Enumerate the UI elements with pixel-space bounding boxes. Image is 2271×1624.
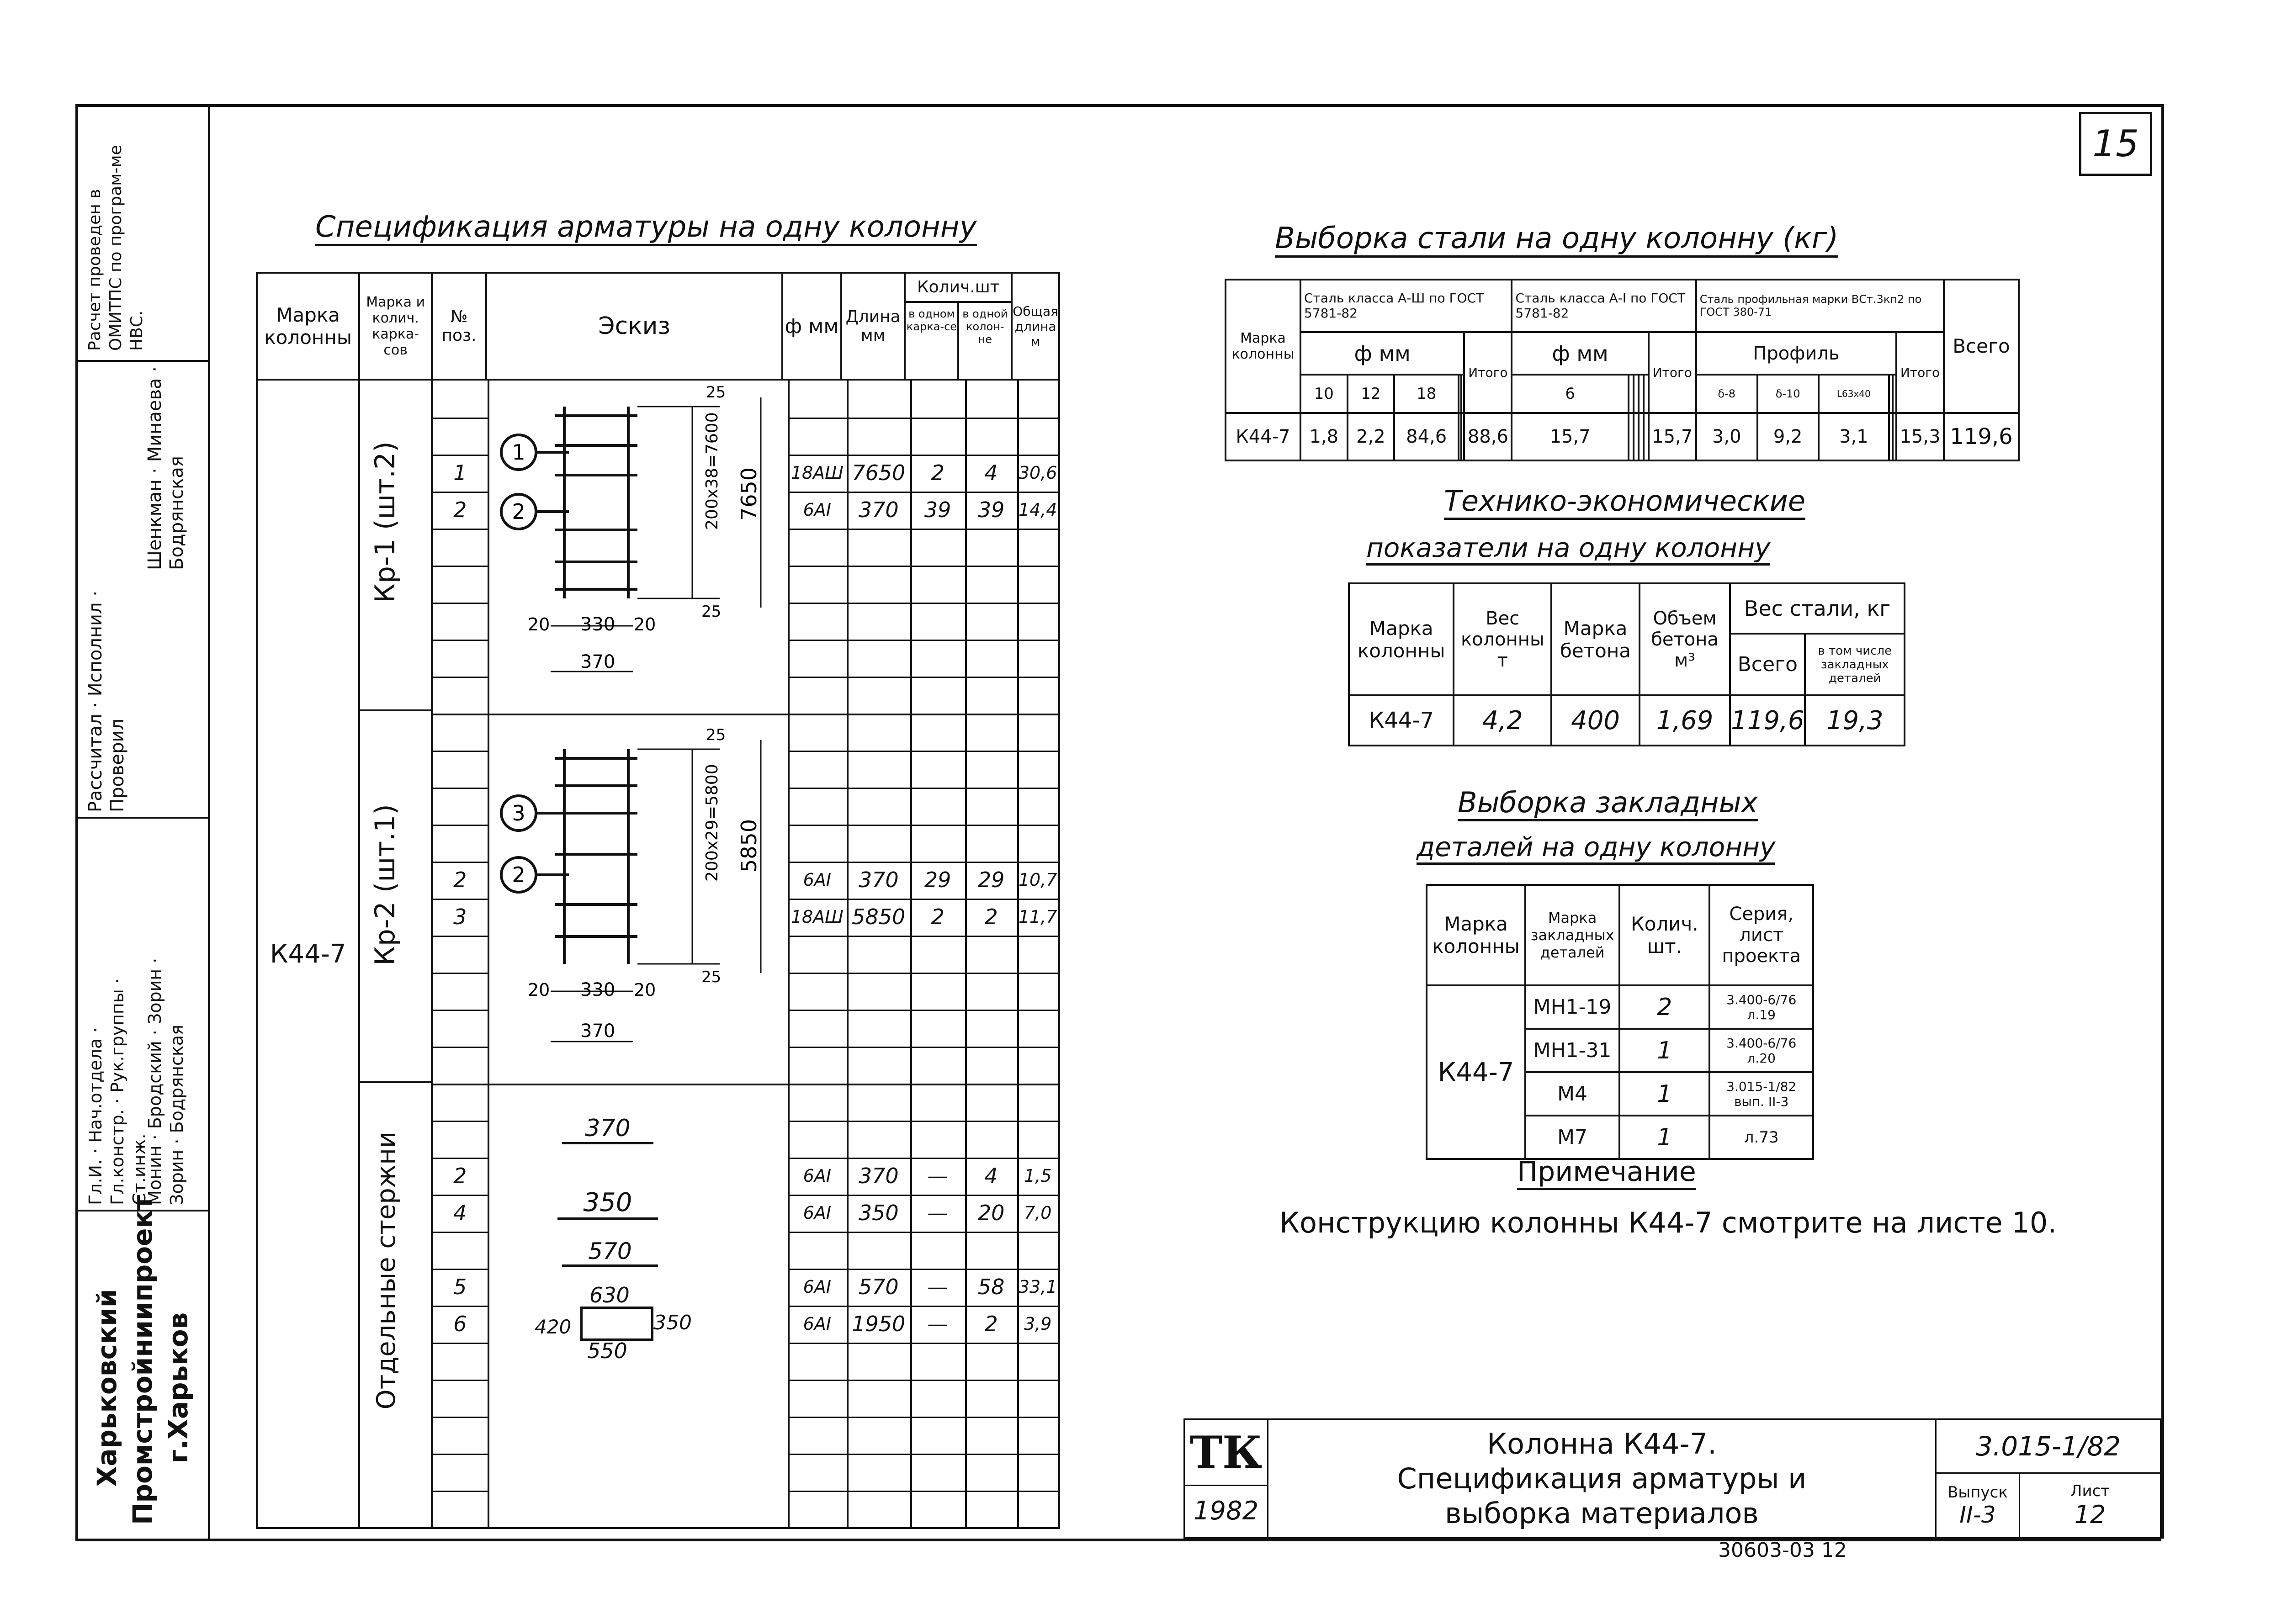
spec-group-kr1: Кр-1 (шт.2) (369, 441, 402, 603)
spec-row-7-q2: 2 (984, 1312, 998, 1336)
spec-h-length: Длина мм (841, 273, 905, 380)
spec-h-cage-mark: Марка и колич. карка-сов (359, 273, 432, 380)
spec-row-0-pos: 1 (453, 460, 467, 485)
embed-table (1426, 884, 1814, 1160)
steel-sub-d18: 18 (1394, 375, 1459, 413)
sketch2-w-left: 20 (528, 980, 550, 1000)
tech-h-incl: в том числе закладных деталей (1805, 634, 1905, 695)
steel-row-t2: 15,7 (1649, 413, 1696, 460)
spec-row-0-len: 7650 (852, 460, 906, 485)
embed-row2-qty: 1 (1619, 1072, 1709, 1116)
spec-row-4-tot: 1,5 (1024, 1166, 1052, 1186)
side-calc-note: Расчет проведен в ОМИТПС по програм-ме НВС. (85, 145, 146, 351)
steel-row-d10: 1,8 (1300, 413, 1348, 460)
spec-row-3-tot: 11,7 (1018, 907, 1057, 927)
bar-350: 350 (557, 1188, 658, 1220)
steel-sub-d12: 12 (1348, 375, 1395, 413)
spec-column-name: К44-7 (270, 939, 346, 969)
sketch1-circle-2: 2 (512, 499, 525, 524)
embed-row0-series: 3.400-6/76 л.19 (1709, 985, 1813, 1029)
embed-row1-series: 3.400-6/76 л.20 (1709, 1029, 1813, 1072)
spec-row-3-q2: 2 (984, 905, 998, 929)
stamp-issue-label: Выпуск (1947, 1483, 2008, 1502)
spec-row-6-q1: — (927, 1275, 949, 1299)
steel-row-d12: 2,2 (1348, 413, 1395, 460)
stamp-year: 1982 (1193, 1496, 1259, 1526)
spec-row-4-q2: 4 (984, 1164, 998, 1188)
steel-row-t3: 15,3 (1896, 413, 1944, 460)
spec-row-1-len: 370 (858, 497, 899, 522)
spec-row-7-dia: 6АI (803, 1314, 832, 1334)
embed-h-series: Серия, лист проекта (1709, 885, 1813, 985)
side-names2: Шенкман · Минаева · Бодрянская (144, 366, 187, 570)
tech-row-mark: К44-7 (1349, 695, 1454, 746)
spec-row-5-dia: 6АI (803, 1203, 832, 1223)
steel-row-p1: 3,0 (1696, 413, 1757, 460)
note-text: Конструкцию колонны К44-7 смотрите на листе 10. (1279, 1206, 2057, 1239)
stamp-logo: ТК (1185, 1421, 1267, 1486)
spec-row-3-pos: 3 (453, 905, 467, 929)
tech-row-incl: 19,3 (1805, 695, 1905, 746)
frame-bottom (75, 1539, 2161, 1541)
spec-h-qty: Колич.шт (906, 274, 1011, 303)
steel-title: Выборка стали на одну колонну (кг) (1275, 222, 1838, 258)
spec-row-2-q2: 29 (977, 868, 1005, 892)
steel-row-mark: К44-7 (1226, 413, 1300, 460)
spec-row-6-q2: 58 (977, 1275, 1005, 1299)
embed-title2: деталей на одну колонну (1417, 831, 1775, 865)
side-roles2: Рассчитал · Исполнил · Проверил (85, 590, 128, 812)
stamp-sheet-label: Лист (2070, 1482, 2110, 1500)
steel-row-t1: 88,6 (1464, 413, 1512, 460)
stamp-title2: Спецификация арматуры и (1397, 1461, 1807, 1495)
spec-row-0-dia: 18АШ (791, 463, 844, 483)
stamp-sheet: 12 (2074, 1500, 2106, 1529)
steel-sub-p1: δ-8 (1696, 375, 1757, 413)
steel-h-prof: Профиль (1696, 332, 1896, 375)
frame-top (75, 104, 2161, 107)
steel-h-class1: Сталь класса А-Ш по ГОСТ 5781-82 (1300, 280, 1512, 332)
tech-title2: показатели на одну колонну (1366, 532, 1770, 566)
sketch2-dim-top: 25 (706, 726, 726, 744)
sketch1-dim-bot: 25 (701, 603, 722, 621)
spec-row-3-len: 5850 (852, 905, 906, 929)
spec-row-0-tot: 30,6 (1018, 463, 1057, 483)
spec-row-2-tot: 10,7 (1018, 870, 1057, 890)
embed-row2-detail: М4 (1525, 1072, 1619, 1116)
sheet-corner-number: 15 (2079, 112, 2152, 176)
steel-h-total2: Итого (1649, 332, 1696, 413)
spec-row-4-pos: 2 (453, 1164, 467, 1188)
sketch2-dim-total: 5850 (737, 819, 761, 873)
spec-row-6-tot: 33,1 (1018, 1277, 1057, 1297)
spec-row-2-pos: 2 (453, 868, 467, 892)
spec-row-2-dia: 6АI (803, 870, 832, 890)
spec-row-4-q1: — (927, 1164, 949, 1188)
spec-row-0-q2: 4 (984, 460, 998, 485)
spec-row-2-len: 370 (858, 868, 899, 892)
embed-row1-detail: МН1-31 (1525, 1029, 1619, 1072)
spec-row-5-pos: 4 (453, 1201, 467, 1225)
embed-row1-qty: 1 (1619, 1029, 1709, 1072)
bar-370: 370 (562, 1115, 653, 1144)
sketch2-circle-2: 2 (512, 862, 525, 887)
spec-row-1-dia: 6АI (803, 500, 832, 520)
bar-550: 550 (587, 1338, 627, 1363)
sketch1-w-total: 370 (580, 651, 616, 672)
tech-row-concrete: 400 (1551, 695, 1640, 746)
sketch2-dim-mid: 200x29=5800 (703, 764, 722, 882)
sketch-kr1 (491, 379, 793, 708)
spec-row-5-q1: — (927, 1201, 949, 1225)
sketch2-circle-3: 3 (512, 801, 525, 825)
spec-row-4-dia: 6АI (803, 1166, 832, 1186)
steel-sub-d6: 6 (1512, 375, 1628, 413)
tech-row-weight: 4,2 (1454, 695, 1551, 746)
spec-h-total-len: Общая длина м (1012, 273, 1059, 380)
spec-row-7-q1: — (927, 1312, 949, 1336)
bar-350b: 350 (653, 1311, 692, 1334)
spec-row-4-len: 370 (858, 1164, 899, 1188)
steel-row-grand: 119,6 (1944, 413, 2019, 460)
tech-h-concrete: Марка бетона (1551, 583, 1640, 695)
sketch1-w-right: 20 (634, 614, 656, 635)
embed-title1: Выборка закладных (1458, 786, 1758, 821)
spec-row-1-tot: 14,4 (1018, 500, 1057, 520)
steel-h-total1: Итого (1464, 332, 1512, 413)
tech-table (1348, 582, 1905, 746)
spec-group-single: Отдельные стержни (371, 1131, 402, 1410)
spec-row-5-len: 350 (858, 1201, 899, 1225)
tech-h-total: Всего (1730, 634, 1805, 695)
tech-h-weight: Вес колонны т (1454, 583, 1551, 695)
spec-title: Спецификация арматуры на одну колонну (315, 210, 977, 246)
steel-row-p2: 9,2 (1757, 413, 1819, 460)
steel-h-total3: Итого (1896, 332, 1944, 413)
sketch-kr2 (491, 722, 793, 1069)
steel-sub-p2: δ-10 (1757, 375, 1819, 413)
embed-row0-qty: 2 (1619, 985, 1709, 1029)
embed-mark: К44-7 (1427, 985, 1525, 1159)
embed-h-detail: Марка закладных деталей (1525, 885, 1619, 985)
tech-title1: Технико-экономические (1444, 484, 1805, 520)
stamp-issue: II-3 (1959, 1501, 1996, 1528)
spec-row-6-pos: 5 (453, 1275, 467, 1299)
steel-h-profile: Сталь профильная марки ВСт.3кп2 по ГОСТ 380-71 (1696, 280, 1944, 332)
sketch1-w-left: 20 (528, 614, 550, 635)
bar-u-shape (580, 1307, 653, 1341)
stamp-series: 3.015-1/82 (1936, 1419, 2160, 1473)
embed-row3-qty: 1 (1619, 1116, 1709, 1159)
spec-row-6-dia: 6АI (803, 1277, 832, 1297)
sketch1-dim-mid: 200x38=7600 (703, 412, 722, 530)
tech-row-total: 119,6 (1730, 695, 1805, 746)
sketch2-dim-bot: 25 (701, 968, 722, 986)
steel-row-d18: 84,6 (1394, 413, 1459, 460)
spec-row-6-len: 570 (858, 1275, 899, 1299)
side-org: Харьковский Промстройниипроект г.Харьков (91, 1195, 194, 1525)
side-stamp (75, 104, 210, 1539)
embed-row0-detail: МН1-19 (1525, 985, 1619, 1029)
sketch1-circle-1: 1 (512, 440, 525, 465)
steel-h-class2: Сталь класса А-I по ГОСТ 5781-82 (1512, 280, 1696, 332)
sketch1-dim-top: 25 (706, 383, 726, 402)
spec-row-3-dia: 18АШ (791, 907, 844, 927)
steel-h-grand: Всего (1944, 280, 2019, 413)
note-heading: Примечание (1517, 1156, 1696, 1190)
tech-h-steel: Вес стали, кг (1730, 583, 1905, 634)
title-stamp (1183, 1418, 2161, 1539)
steel-h-phi1: ф мм (1300, 332, 1464, 375)
tech-h-mark: Марка колонны (1349, 583, 1454, 695)
spec-h-dia: ф мм (782, 273, 841, 380)
steel-row-d6: 15,7 (1512, 413, 1628, 460)
spec-h-column-mark: Марка колонны (257, 273, 359, 380)
spec-row-7-tot: 3,9 (1024, 1314, 1052, 1334)
sketch2-w-right: 20 (634, 980, 656, 1000)
sketch2-w-total: 370 (580, 1021, 616, 1042)
side-names1: Монин · Бродский · Зорин · Зорин · Бодрянская (145, 957, 187, 1205)
stamp-title1: Колонна К44-7. (1487, 1427, 1717, 1460)
embed-row3-detail: М7 (1525, 1116, 1619, 1159)
spec-h-qty-cage: в одном карка-се (906, 303, 959, 379)
spec-row-2-q1: 29 (924, 868, 951, 892)
steel-h-phi2: ф мм (1512, 332, 1648, 375)
spec-row-5-q2: 20 (977, 1201, 1005, 1225)
spec-row-7-pos: 6 (453, 1312, 467, 1336)
sketch2-w-mid: 330 (580, 979, 616, 1000)
bar-570: 570 (562, 1238, 658, 1267)
spec-row-1-q2: 39 (977, 497, 1005, 522)
embed-row2-series: 3.015-1/82 вып. II-3 (1709, 1072, 1813, 1116)
steel-table (1225, 279, 2020, 461)
spec-row-1-q1: 39 (924, 497, 951, 522)
sketch1-w-mid: 330 (580, 614, 616, 635)
embed-h-mark: Марка колонны (1427, 885, 1525, 985)
bar-630: 630 (589, 1283, 630, 1307)
spec-row-0-q1: 2 (931, 460, 944, 485)
spec-row-3-q1: 2 (931, 905, 944, 929)
steel-sub-p3: L63x40 (1819, 375, 1889, 413)
spec-group-kr2: Кр-2 (шт.1) (369, 804, 402, 966)
embed-row3-series: л.73 (1709, 1116, 1813, 1159)
tech-h-volume: Объем бетона м³ (1640, 583, 1730, 695)
spec-row-7-len: 1950 (852, 1312, 906, 1336)
steel-sub-d10: 10 (1300, 375, 1348, 413)
steel-h-mark: Марка колонны (1226, 280, 1300, 413)
spec-h-sketch: Эскиз (486, 273, 782, 380)
bar-420: 420 (535, 1316, 572, 1338)
sketch1-dim-total: 7650 (737, 467, 761, 521)
side-roles: Гл.И. · Нач.отдела · Гл.констр. · Рук.группы · Ст.инж. (85, 978, 149, 1205)
spec-row-5-tot: 7,0 (1024, 1203, 1052, 1223)
embed-h-qty: Колич. шт. (1619, 885, 1709, 985)
spec-h-pos: № поз. (432, 273, 486, 380)
tech-row-volume: 1,69 (1640, 695, 1730, 746)
stamp-title3: выборка материалов (1445, 1496, 1759, 1530)
spec-h-qty-column: в одной колон-не (962, 307, 1008, 346)
stamp-archive: 30603-03 12 (1718, 1539, 1847, 1562)
steel-row-p3: 3,1 (1819, 413, 1889, 460)
spec-row-1-pos: 2 (453, 497, 467, 522)
frame-right (2161, 104, 2164, 1539)
